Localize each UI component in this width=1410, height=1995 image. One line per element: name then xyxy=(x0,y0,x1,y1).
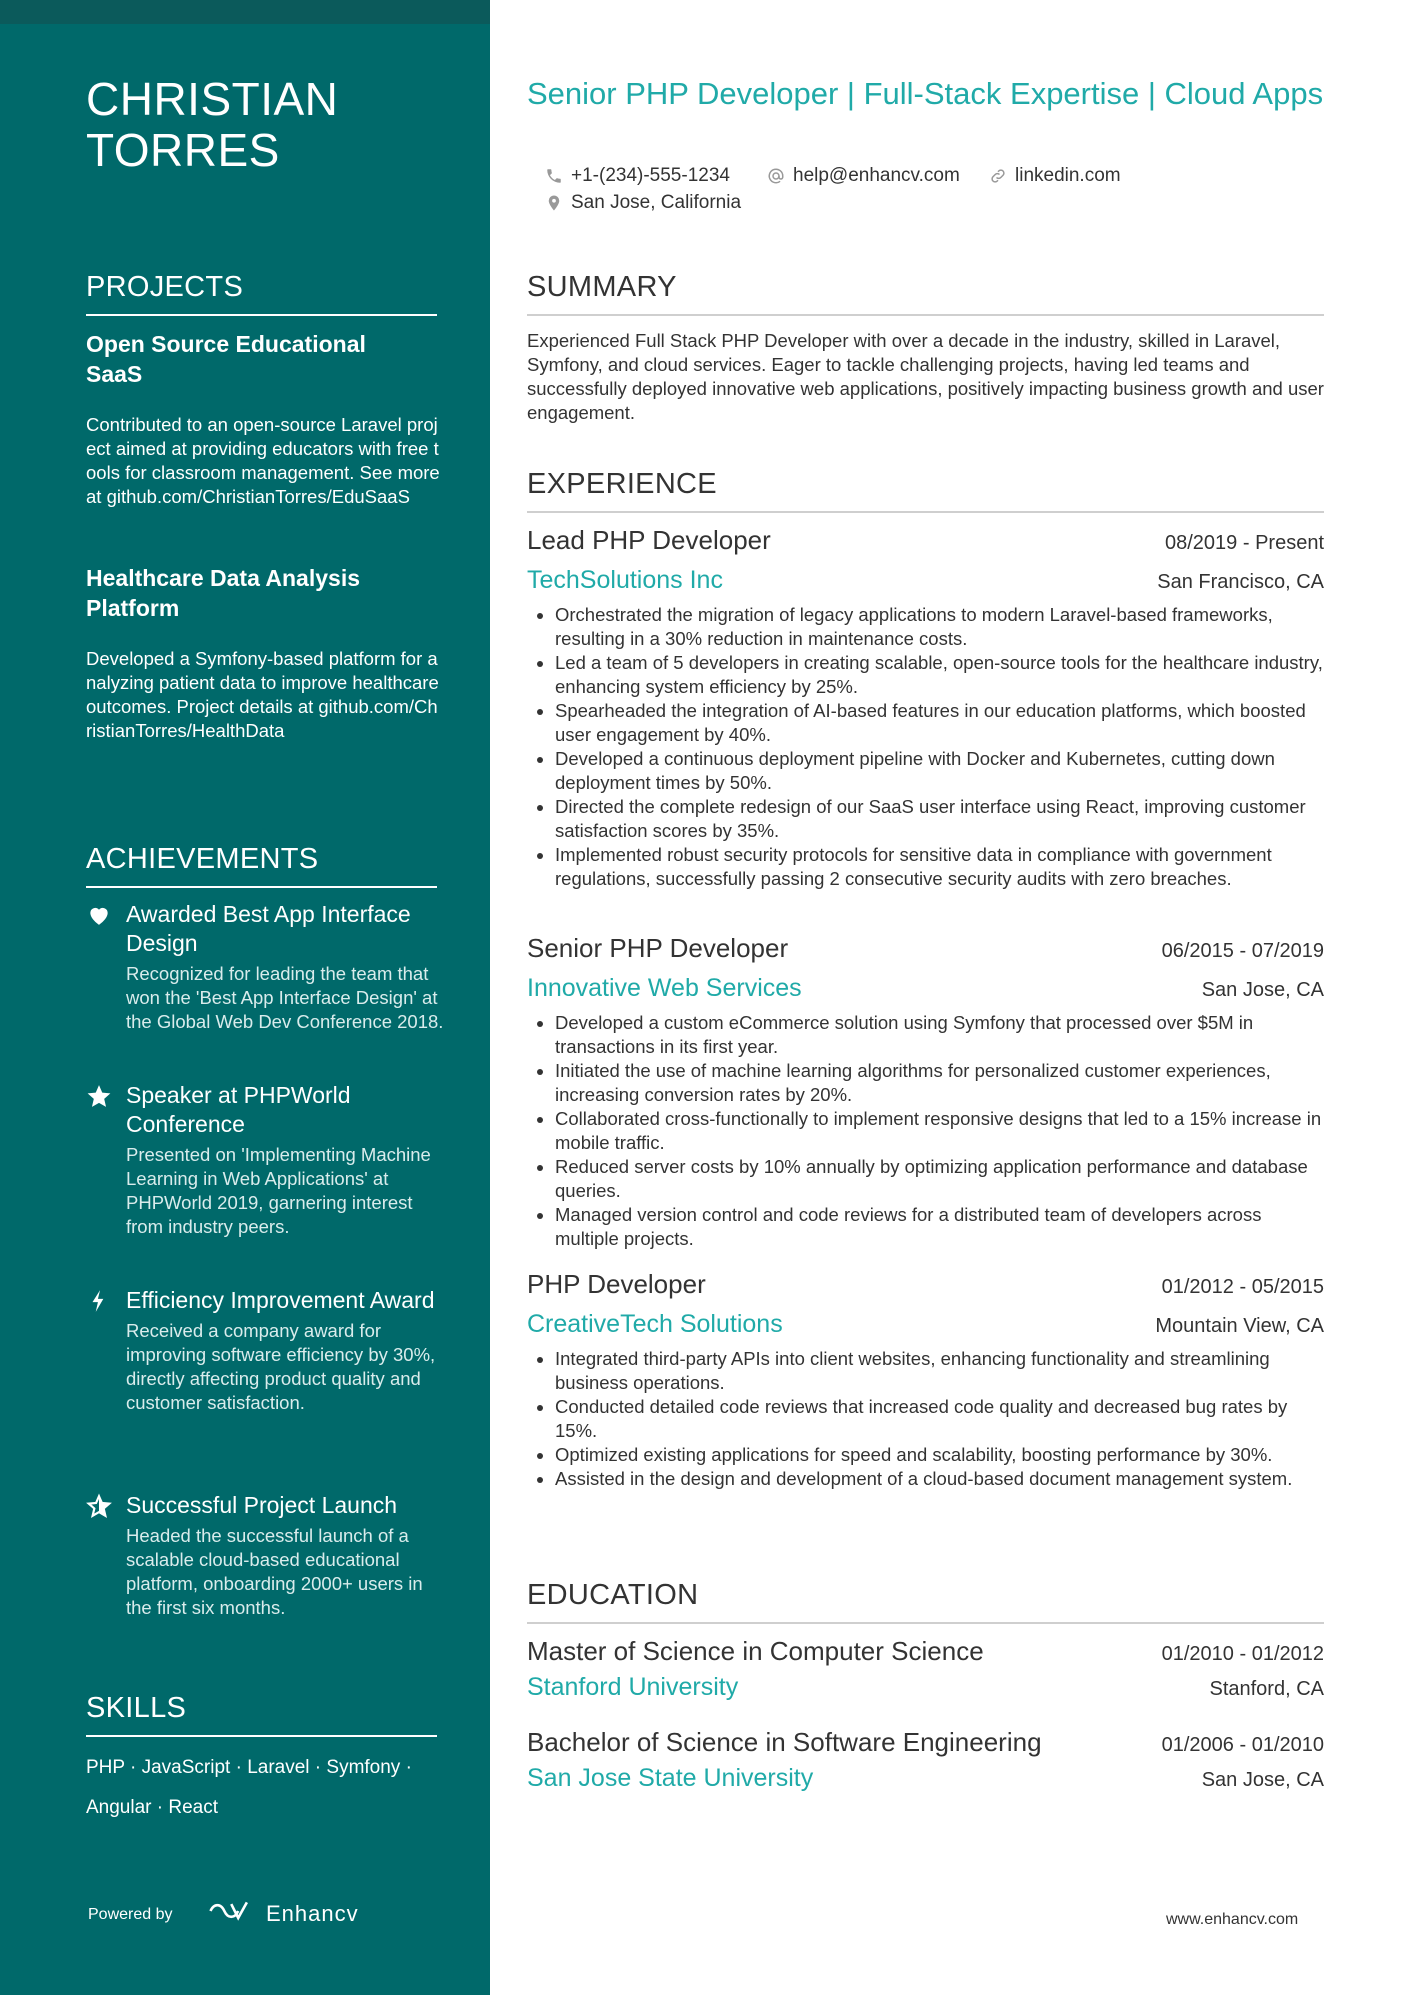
powered-by-label: Powered by xyxy=(88,1906,173,1923)
job-entry xyxy=(527,1267,1324,1491)
job-bullets xyxy=(527,603,1324,891)
skills-list: PHP · JavaScript · Laravel · Symfony · Angular · React xyxy=(86,1757,412,1818)
achievement-item xyxy=(86,900,446,1034)
education-heading: EDUCATION xyxy=(527,1578,1324,1624)
phone-text: +1-(234)-555-1234 xyxy=(571,165,730,186)
project-description: Developed a Symfony-based platform for analyzing patient data to improve healthcare outcomes. Project details at github.com/ChristianTorres/HealthData xyxy=(86,648,439,741)
job-location: Mountain View, CA xyxy=(1155,1315,1324,1337)
candidate-name: CHRISTIAN TORRES xyxy=(86,73,339,176)
linkedin-contact[interactable] xyxy=(989,164,1121,188)
sidebar-top-bar xyxy=(0,0,490,24)
education-entry xyxy=(527,1725,1324,1795)
bullet-item: • Assisted in the design and development of a cloud-based document management system. xyxy=(555,1467,1324,1491)
bullet-item: • Collaborated cross-functionally to implement responsive designs that led to a 15% increase in mobile traffic. xyxy=(555,1107,1324,1155)
achievements-heading: ACHIEVEMENTS xyxy=(86,842,437,888)
school-location: San Jose, CA xyxy=(1201,1769,1324,1791)
job-title: Senior PHP Developer xyxy=(527,933,789,963)
job-title: PHP Developer xyxy=(527,1269,706,1299)
at-icon xyxy=(767,167,785,185)
achievement-item xyxy=(86,1491,446,1620)
company-name: TechSolutions Inc xyxy=(527,566,723,594)
bullet-item: • Directed the complete redesign of our SaaS user interface using React, improving customer satisfaction scores by 35%. xyxy=(555,795,1324,843)
project-description: Contributed to an open-source Laravel project aimed at providing educators with free tools for classroom management. See more at github.com/ChristianTorres/EduSaaS xyxy=(86,414,440,507)
projects-heading: PROJECTS xyxy=(86,270,437,316)
company-name: CreativeTech Solutions xyxy=(527,1310,783,1338)
job-bullets xyxy=(527,1347,1324,1491)
bullet-item: • Developed a custom eCommerce solution using Symfony that processed over $5M in transactions in its first year. xyxy=(555,1011,1324,1059)
phone-icon xyxy=(545,167,563,185)
link-icon xyxy=(989,167,1007,185)
footer-url[interactable]: www.enhancv.com xyxy=(1166,1911,1299,1928)
education-entry xyxy=(527,1634,1324,1704)
education-dates: 01/2010 - 01/2012 xyxy=(1161,1643,1324,1665)
degree-title: Bachelor of Science in Software Engineering xyxy=(527,1727,1042,1757)
brand-name: Enhancv xyxy=(266,1901,359,1926)
achievement-description: Recognized for leading the team that won the 'Best App Interface Design' at the Global Web Dev Conference 2018. xyxy=(126,963,444,1032)
bullet-item: • Orchestrated the migration of legacy applications to modern Laravel-based frameworks, resulting in a 30% reduction in maintenance costs. xyxy=(555,603,1324,651)
bullet-item: • Conducted detailed code reviews that increased code quality and decreased bug rates by 15%. xyxy=(555,1395,1324,1443)
summary-text: Experienced Full Stack PHP Developer with over a decade in the industry, skilled in Laravel, Symfony, and cloud services. Eager to tackle challenging projects, having led teams and successfully deployed innovative web applications, positively impacting business growth and user engagement. xyxy=(527,330,1324,423)
location-contact xyxy=(545,191,741,215)
bullet-item: • Managed version control and code reviews for a distributed team of developers across multiple projects. xyxy=(555,1203,1324,1251)
job-location: San Jose, CA xyxy=(1201,979,1324,1001)
star-outline-icon xyxy=(86,1493,112,1519)
achievement-item xyxy=(86,1081,446,1239)
bullet-item: • Integrated third-party APIs into client websites, enhancing functionality and streamlining business operations. xyxy=(555,1347,1324,1395)
job-title: Lead PHP Developer xyxy=(527,525,771,555)
job-bullets xyxy=(527,1011,1324,1251)
school-name: Stanford University xyxy=(527,1673,739,1701)
job-dates: 08/2019 - Present xyxy=(1165,532,1324,554)
experience-heading: EXPERIENCE xyxy=(527,467,1324,513)
job-entry xyxy=(527,931,1324,1251)
summary-heading: SUMMARY xyxy=(527,270,1324,316)
enhancv-logo-icon xyxy=(207,1895,259,1927)
bullet-item: • Reduced server costs by 10% annually by optimizing application performance and database queries. xyxy=(555,1155,1324,1203)
achievement-description: Presented on 'Implementing Machine Learning in Web Applications' at PHPWorld 2019, garnering interest from industry peers. xyxy=(126,1144,431,1237)
location-text: San Jose, California xyxy=(571,192,742,213)
bullet-item: • Developed a continuous deployment pipeline with Docker and Kubernetes, cutting down deployment times by 50%. xyxy=(555,747,1324,795)
heart-icon xyxy=(86,902,112,928)
bullet-item: • Initiated the use of machine learning algorithms for personalized customer experiences, increasing conversion rates by 20%. xyxy=(555,1059,1324,1107)
bullet-item: • Spearheaded the integration of AI-based features in our education platforms, which boosted user engagement by 40%. xyxy=(555,699,1324,747)
achievement-item xyxy=(86,1286,446,1415)
project-title: Open Source Educational SaaS xyxy=(86,331,366,387)
job-dates: 06/2015 - 07/2019 xyxy=(1161,940,1324,962)
phone-contact[interactable] xyxy=(545,164,730,188)
sidebar xyxy=(0,0,490,1995)
company-name: Innovative Web Services xyxy=(527,974,802,1002)
job-dates: 01/2012 - 05/2015 xyxy=(1161,1276,1324,1298)
lightning-icon xyxy=(86,1288,112,1314)
linkedin-text: linkedin.com xyxy=(1015,165,1121,186)
location-pin-icon xyxy=(545,194,563,212)
email-text: help@enhancv.com xyxy=(793,165,960,186)
job-entry xyxy=(527,523,1324,891)
achievement-title: Efficiency Improvement Award xyxy=(126,1287,435,1313)
achievement-description: Received a company award for improving software efficiency by 30%, directly affecting product quality and customer satisfaction. xyxy=(126,1320,436,1413)
education-dates: 01/2006 - 01/2010 xyxy=(1161,1734,1324,1756)
skills-heading: SKILLS xyxy=(86,1691,437,1737)
achievement-title: Successful Project Launch xyxy=(126,1492,398,1518)
star-icon xyxy=(86,1083,112,1109)
job-location: San Francisco, CA xyxy=(1157,571,1324,593)
main-content xyxy=(527,0,1324,1995)
achievement-title: Speaker at PHPWorld Conference xyxy=(126,1082,351,1137)
headline: Senior PHP Developer | Full-Stack Expertise | Cloud Apps xyxy=(527,76,1324,111)
achievement-title: Awarded Best App Interface Design xyxy=(126,901,411,956)
project-title: Healthcare Data Analysis Platform xyxy=(86,565,361,621)
email-contact[interactable] xyxy=(767,164,960,188)
bullet-item: • Optimized existing applications for speed and scalability, boosting performance by 30%. xyxy=(555,1443,1324,1467)
achievement-description: Headed the successful launch of a scalable cloud-based educational platform, onboarding 2000+ users in the first six months. xyxy=(126,1525,423,1618)
degree-title: Master of Science in Computer Science xyxy=(527,1636,984,1666)
bullet-item: • Led a team of 5 developers in creating scalable, open-source tools for the healthcare industry, enhancing system efficiency by 25%. xyxy=(555,651,1324,699)
school-name: San Jose State University xyxy=(527,1764,814,1792)
bullet-item: • Implemented robust security protocols for sensitive data in compliance with government regulations, successfully passing 2 consecutive security audits with zero breaches. xyxy=(555,843,1324,891)
school-location: Stanford, CA xyxy=(1209,1678,1324,1700)
